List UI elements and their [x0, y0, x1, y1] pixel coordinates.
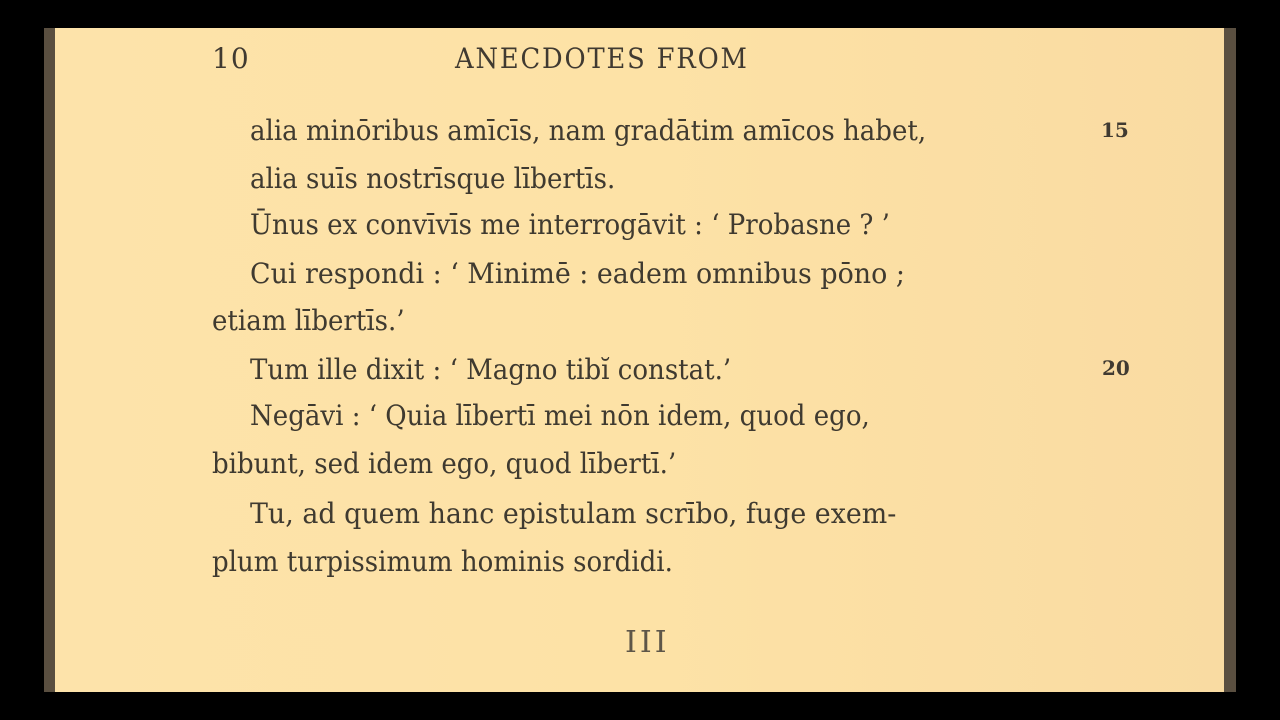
page-edge-right: [1224, 28, 1236, 692]
page-edge-left: [44, 28, 55, 692]
text-line: Tu, ad quem hanc epistulam scrībo, fuge exem-: [250, 497, 897, 530]
running-head: [55, 38, 1224, 78]
text-line: alia suīs nostrīsque lībertīs.: [250, 162, 616, 195]
text-line: Cui respondi : ‘ Minimē : eadem omnibus pōno ;: [250, 257, 905, 290]
section-numeral: III: [625, 625, 670, 660]
line-number-20: 20: [1102, 356, 1130, 380]
page-number: 10: [212, 42, 250, 75]
text-line: Ūnus ex convīvīs me interrogāvit : ‘ Probasne ? ’: [250, 208, 890, 241]
book-page: [55, 28, 1224, 692]
line-number-15: 15: [1101, 118, 1129, 142]
text-line: Negāvi : ‘ Quia lībertī mei nōn idem, quod ego,: [250, 399, 870, 432]
text-line: plum turpissimum hominis sordidi.: [212, 545, 673, 578]
text-line: Tum ille dixit : ‘ Magno tibĭ constat.’: [250, 353, 732, 386]
text-line: etiam lībertīs.’: [212, 304, 405, 337]
running-head-title: ANECDOTES FROM: [455, 42, 749, 75]
text-line: bibunt, sed idem ego, quod lībertī.’: [212, 447, 677, 480]
text-line: alia minōribus amīcīs, nam gradātim amīcos habet,: [250, 114, 927, 147]
